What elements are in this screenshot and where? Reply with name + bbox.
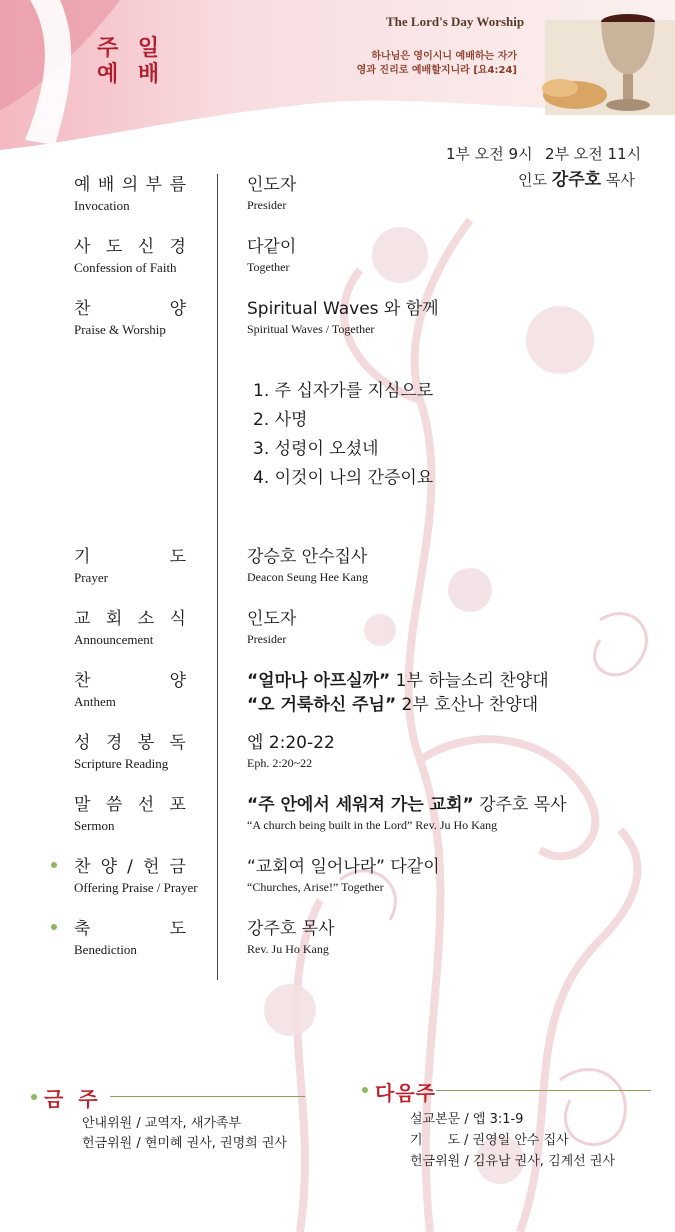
order-value-en: “Churches, Arise!” Together <box>247 880 384 894</box>
next-week-line-2: 기 도 / 권영일 안수 집사 <box>410 1133 569 1148</box>
scripture-verse <box>357 50 517 78</box>
order-value: 인도자 <box>247 175 297 195</box>
this-week-rule <box>110 1096 305 1097</box>
title-line-1: 주 일 <box>97 36 166 61</box>
anthem-title-2: “오 거룩하신 주님” <box>247 695 397 715</box>
title-line-2: 예 배 <box>97 62 166 87</box>
order-value: “교회여 일어나라” 다같이 <box>247 857 440 877</box>
order-label-en: Praise & Worship <box>74 322 166 337</box>
order-label-en: Scripture Reading <box>74 756 169 771</box>
order-label-ko: 찬 양 <box>74 299 186 319</box>
this-week-heading: 금 주 <box>44 1087 102 1111</box>
bullet-dot <box>31 1094 37 1100</box>
order-label-ko: 사 도 신 경 <box>74 237 186 257</box>
song-item: 4. 이것이 나의 간증이요 <box>253 468 434 488</box>
order-label-ko: 찬 양 / 헌 금 <box>74 857 186 877</box>
order-label-ko: 성 경 봉 독 <box>74 733 186 753</box>
order-value-en: Spiritual Waves / Together <box>247 322 375 336</box>
this-week-line-1: 안내위원 / 교역자, 새가족부 <box>82 1116 242 1131</box>
song-item: 2. 사명 <box>253 410 308 430</box>
leader-title: 목사 <box>605 171 635 189</box>
order-value: 강주호 목사 <box>247 919 335 939</box>
order-label-ko: 교 회 소 식 <box>74 609 186 629</box>
order-value: 엡 2:20-22 <box>247 733 335 753</box>
order-label-ko: 축 도 <box>74 919 186 939</box>
order-label-en: Invocation <box>74 198 130 213</box>
order-label-ko: 말 씀 선 포 <box>74 795 186 815</box>
anthem-title-1: “얼마나 아프실까” <box>247 671 391 691</box>
order-label-en: Offering Praise / Prayer <box>74 880 198 895</box>
order-label-en: Confession of Faith <box>74 260 177 275</box>
next-week-line-3: 헌금위원 / 김유남 권사, 김계선 권사 <box>410 1154 615 1169</box>
order-value <box>247 670 549 692</box>
order-value-en: Eph. 2:20~22 <box>247 756 313 770</box>
order-label-ko: 찬 양 <box>74 671 186 691</box>
order-label-en: Sermon <box>74 818 115 833</box>
service-time-first: 1부 오전 9시 <box>446 145 533 163</box>
next-week-rule <box>436 1090 651 1091</box>
verse-line-2: 영과 진리로 예배할지니라 [요4:24] <box>356 65 517 76</box>
page-title <box>97 36 165 88</box>
song-item: 1. 주 십자가를 지심으로 <box>253 381 434 401</box>
order-value: 다같이 <box>247 237 297 257</box>
order-value-en: Presider <box>247 632 287 646</box>
order-value-en: Rev. Ju Ho Kang <box>247 942 329 956</box>
bullet-dot <box>362 1087 368 1093</box>
leader-name: 강주호 <box>551 170 602 190</box>
sermon-preacher: 강주호 목사 <box>473 795 567 815</box>
order-value-en: Presider <box>247 198 287 212</box>
song-item: 3. 성령이 오셨네 <box>253 439 379 459</box>
order-value-en: Together <box>247 260 290 274</box>
order-label-ko: 예 배 의 부 름 <box>74 175 186 195</box>
order-label-en: Benediction <box>74 942 137 957</box>
next-week-heading: 다음주 <box>375 1081 436 1105</box>
order-value-en: Deacon Seung Hee Kang <box>247 570 368 584</box>
anthem-choir-1: 1부 하늘소리 찬양대 <box>390 671 549 691</box>
english-title: The Lord's Day Worship <box>386 14 525 29</box>
service-time-second: 2부 오전 11시 <box>545 145 642 163</box>
anthem-choir-2: 2부 호산나 찬양대 <box>396 695 539 715</box>
order-value-2 <box>247 694 538 716</box>
bullet-dot <box>51 862 57 868</box>
sermon-title: “주 안에서 세워져 가는 교회” <box>247 795 474 815</box>
order-value <box>247 794 567 816</box>
order-label-en: Anthem <box>74 694 116 709</box>
order-value: 강승호 안수집사 <box>247 547 368 567</box>
next-week-line-1: 설교본문 / 엡 3:1-9 <box>410 1112 524 1127</box>
order-value-en: “A church being built in the Lord” Rev. Ju Ho Kang <box>247 818 498 832</box>
order-label-en: Prayer <box>74 570 108 585</box>
order-value: Spiritual Waves 와 함께 <box>247 299 439 319</box>
order-label-en: Announcement <box>74 632 154 647</box>
verse-line-1: 하나님은 영이시니 예배하는 자가 <box>371 51 517 62</box>
order-label-ko: 기 도 <box>74 547 186 567</box>
bullet-dot <box>51 924 57 930</box>
order-divider <box>217 174 218 980</box>
order-value: 인도자 <box>247 609 297 629</box>
this-week-line-2: 헌금위원 / 현미혜 권사, 권명희 권사 <box>82 1136 287 1151</box>
service-leader <box>518 165 635 190</box>
leader-prefix: 인도 <box>518 171 547 189</box>
